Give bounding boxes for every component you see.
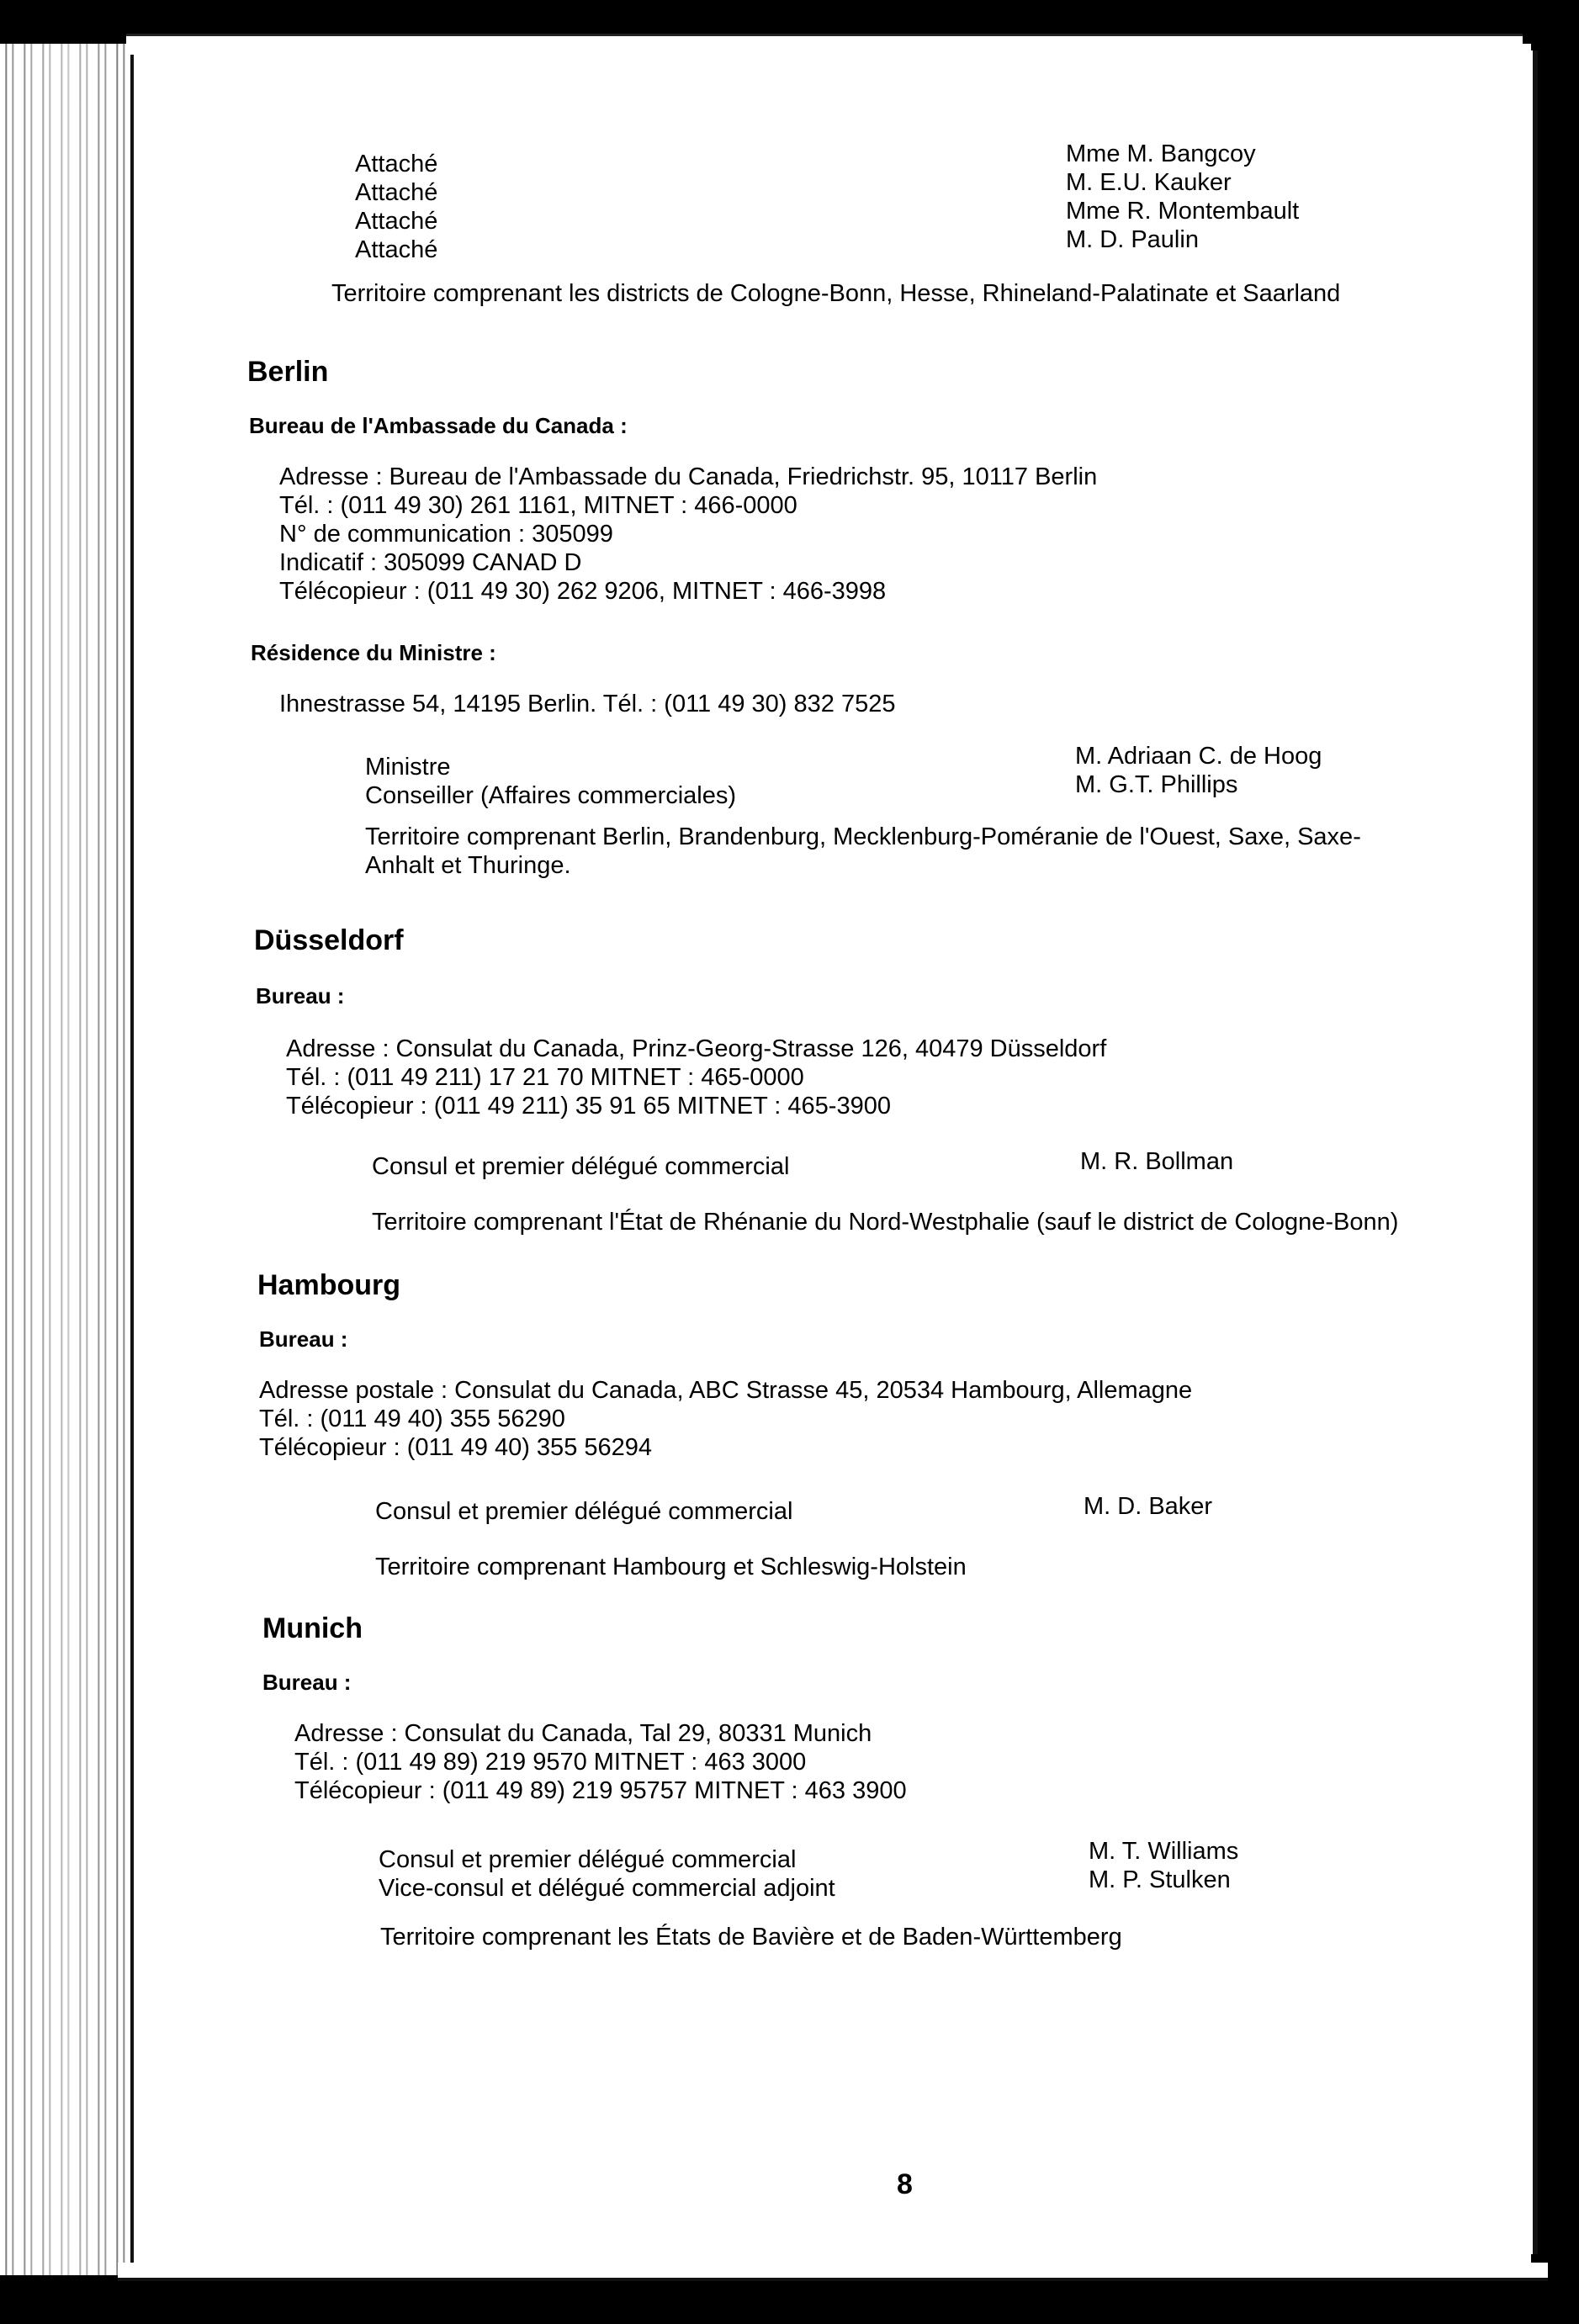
staff-title: Attaché	[355, 151, 438, 177]
staff-name: M. R. Bollman	[1080, 1148, 1234, 1175]
page-number: 8	[897, 2168, 913, 2200]
staff-name: M. E.U. Kauker	[1066, 169, 1232, 196]
staff-title: Attaché	[355, 179, 438, 206]
staff-name: M. T. Williams	[1089, 1838, 1239, 1865]
staff-title: Attaché	[355, 236, 438, 263]
staff-title: Ministre	[365, 754, 451, 781]
berlin-names	[1075, 742, 1322, 799]
territory-note: Territoire comprenant Berlin, Brandenburg, Mecklenburg-Poméranie de l'Ouest, Saxe, Saxe-	[365, 823, 1361, 850]
section-heading-berlin: Berlin	[247, 356, 329, 388]
book-spine-fade	[0, 0, 135, 2324]
territory-note: Anhalt et Thuringe.	[365, 852, 571, 879]
munich-names	[1089, 1837, 1238, 1894]
territory-note: Territoire comprenant les districts de Cologne-Bonn, Hesse, Rhineland-Palatinate et Saarland	[331, 280, 1341, 307]
phone-line: Tél. : (011 49 211) 17 21 70 MITNET : 465-0000	[286, 1064, 804, 1091]
office-label: Bureau :	[259, 1326, 348, 1352]
section-heading-hambourg: Hambourg	[257, 1269, 400, 1301]
office-label: Bureau de l'Ambassade du Canada :	[249, 413, 628, 438]
section-heading-dusseldorf: Düsseldorf	[254, 924, 404, 956]
section-heading-munich: Munich	[262, 1612, 363, 1644]
territory-note: Territoire comprenant Hambourg et Schleswig-Holstein	[375, 1554, 967, 1580]
scan-right-gap	[1513, 50, 1538, 2254]
munich-address-block	[294, 1719, 907, 1805]
staff-name: M. D. Baker	[1084, 1493, 1213, 1520]
staff-name: Mme M. Bangcoy	[1066, 140, 1256, 167]
fax-line: Télécopieur : (011 49 40) 355 56294	[259, 1434, 653, 1461]
hambourg-address-block	[259, 1376, 1192, 1462]
staff-name: Mme R. Montembault	[1066, 198, 1300, 225]
fax-line: Télécopieur : (011 49 211) 35 91 65 MITNET : 465-3900	[286, 1093, 891, 1120]
dusseldorf-address-block	[286, 1035, 1106, 1120]
berlin-titles	[365, 753, 736, 810]
residence-address: Ihnestrasse 54, 14195 Berlin. Tél. : (011 49 30) 832 7525	[279, 691, 896, 717]
phone-line: Tél. : (011 49 30) 261 1161, MITNET : 466-0000	[279, 492, 797, 519]
attache-names	[1066, 140, 1299, 254]
staff-title: Conseiller (Affaires commerciales)	[365, 782, 737, 809]
territory-note: Territoire comprenant l'État de Rhénanie du Nord-Westphalie (sauf le district de Cologne-Bonn)	[372, 1209, 1399, 1236]
staff-title: Consul et premier délégué commercial	[379, 1846, 797, 1873]
residence-label: Résidence du Ministre :	[251, 640, 496, 665]
phone-line: Tél. : (011 49 89) 219 9570 MITNET : 463 3000	[294, 1749, 807, 1776]
communication-line: N° de communication : 305099	[279, 521, 613, 548]
document-page	[135, 50, 1514, 2271]
office-label: Bureau :	[262, 1670, 352, 1695]
staff-title: Attaché	[355, 208, 438, 235]
address-line: Adresse : Consulat du Canada, Prinz-Georg-Strasse 126, 40479 Düsseldorf	[286, 1035, 1107, 1062]
fax-line: Télécopieur : (011 49 89) 219 95757 MITNET : 463 3900	[294, 1777, 907, 1804]
scan-bottom-border	[0, 2275, 1579, 2324]
page-left-edge	[130, 46, 134, 2275]
staff-title: Consul et premier délégué commercial	[375, 1498, 793, 1525]
office-label: Bureau :	[256, 983, 345, 1008]
munich-titles	[379, 1845, 835, 1903]
attache-titles	[355, 150, 437, 264]
address-line: Adresse postale : Consulat du Canada, ABC Strasse 45, 20534 Hambourg, Allemagne	[259, 1377, 1193, 1404]
berlin-address-block	[279, 463, 1097, 606]
address-line: Adresse : Bureau de l'Ambassade du Canada, Friedrichstr. 95, 10117 Berlin	[279, 463, 1098, 490]
address-line: Adresse : Consulat du Canada, Tal 29, 80331 Munich	[294, 1720, 872, 1747]
territory-note: Territoire comprenant les États de Bavière et de Baden-Württemberg	[380, 1924, 1122, 1951]
staff-name: M. D. Paulin	[1066, 226, 1199, 253]
berlin-territory	[365, 823, 1361, 880]
staff-title: Consul et premier délégué commercial	[372, 1153, 790, 1180]
scan-right-border	[1531, 0, 1579, 2324]
staff-title: Vice-consul et délégué commercial adjoint	[379, 1875, 835, 1902]
staff-name: M. P. Stulken	[1089, 1866, 1231, 1893]
staff-name: M. Adriaan C. de Hoog	[1075, 743, 1322, 770]
fax-line: Télécopieur : (011 49 30) 262 9206, MITNET : 466-3998	[279, 578, 887, 605]
staff-name: M. G.T. Phillips	[1075, 771, 1238, 798]
callsign-line: Indicatif : 305099 CANAD D	[279, 549, 582, 576]
phone-line: Tél. : (011 49 40) 355 56290	[259, 1406, 565, 1432]
